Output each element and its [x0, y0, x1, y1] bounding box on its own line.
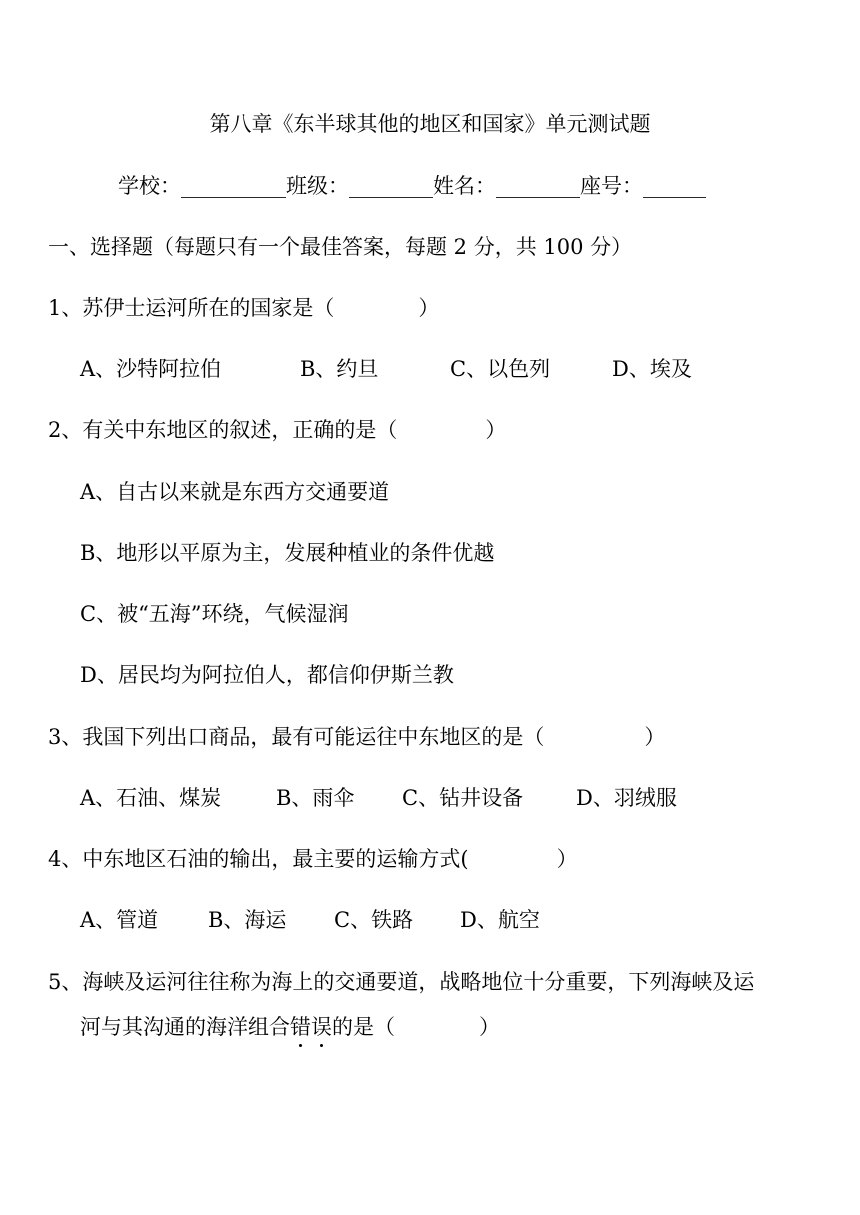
question-5: 5、海峡及运河往往称为海上的交通要道，战略地位十分重要，下列海峡及运 — [48, 970, 755, 994]
question-3-options — [80, 784, 677, 812]
question-1-options — [80, 355, 692, 383]
section-heading: 一、选择题（每题只有一个最佳答案，每题 2 分，共 100 分） — [48, 235, 633, 259]
seat-label: 座号： — [580, 174, 643, 198]
student-info-line — [118, 172, 706, 200]
question-4-options — [80, 906, 540, 934]
question-3 — [48, 723, 665, 751]
question-3-close: ） — [644, 725, 666, 749]
option-d: D、航空 — [460, 908, 540, 932]
option-b: B、地形以平原为主，发展种植业的条件优越 — [80, 541, 495, 565]
option-a: A、石油、煤炭 — [80, 786, 222, 810]
question-5-text: 河与其沟通的海洋组合 — [80, 1015, 290, 1039]
question-1-close: ） — [418, 296, 440, 320]
option-d: D、埃及 — [612, 357, 692, 381]
question-5-close: ） — [479, 1015, 500, 1039]
option-c: C、被“五海”环绕，气候湿润 — [80, 602, 349, 626]
class-blank: ________ — [349, 174, 433, 198]
school-label: 学校： — [118, 174, 181, 198]
question-2-close: ） — [485, 418, 507, 442]
name-label: 姓名： — [433, 174, 496, 198]
question-4 — [48, 845, 578, 873]
option-d: D、羽绒服 — [576, 786, 677, 810]
question-2 — [48, 416, 506, 444]
page-title: 第八章《东半球其他的地区和国家》单元测试题 — [209, 112, 651, 136]
question-4-stem: 4、中东地区石油的输出，最主要的运输方式( — [48, 847, 469, 871]
option-c: C、钻井设备 — [402, 786, 524, 810]
option-b: B、约旦 — [300, 357, 379, 381]
question-5-continuation — [80, 1013, 500, 1041]
emphasis-dot-char: 错 — [290, 1015, 311, 1039]
option-d: D、居民均为阿拉伯人，都信仰伊斯兰教 — [80, 663, 454, 687]
question-4-close: ） — [556, 847, 578, 871]
option-c: C、以色列 — [450, 357, 551, 381]
question-1-stem: 1、苏伊士运河所在的国家是（ — [48, 296, 335, 320]
option-a: A、管道 — [80, 908, 159, 932]
class-label: 班级： — [286, 174, 349, 198]
option-b: B、海运 — [208, 908, 287, 932]
emphasis-dot-char: 误 — [311, 1015, 332, 1039]
option-b: B、雨伞 — [276, 786, 355, 810]
seat-blank: ______ — [643, 174, 706, 198]
question-1 — [48, 294, 439, 322]
question-2-stem: 2、有关中东地区的叙述，正确的是（ — [48, 418, 398, 442]
question-3-stem: 3、我国下列出口商品，最有可能运往中东地区的是（ — [48, 725, 545, 749]
option-a: A、沙特阿拉伯 — [80, 357, 222, 381]
name-blank: ________ — [496, 174, 580, 198]
school-blank: __________ — [181, 174, 286, 198]
option-a: A、自古以来就是东西方交通要道 — [80, 480, 390, 504]
option-c: C、铁路 — [334, 908, 414, 932]
question-5-text-after: 的是（ — [332, 1015, 395, 1039]
